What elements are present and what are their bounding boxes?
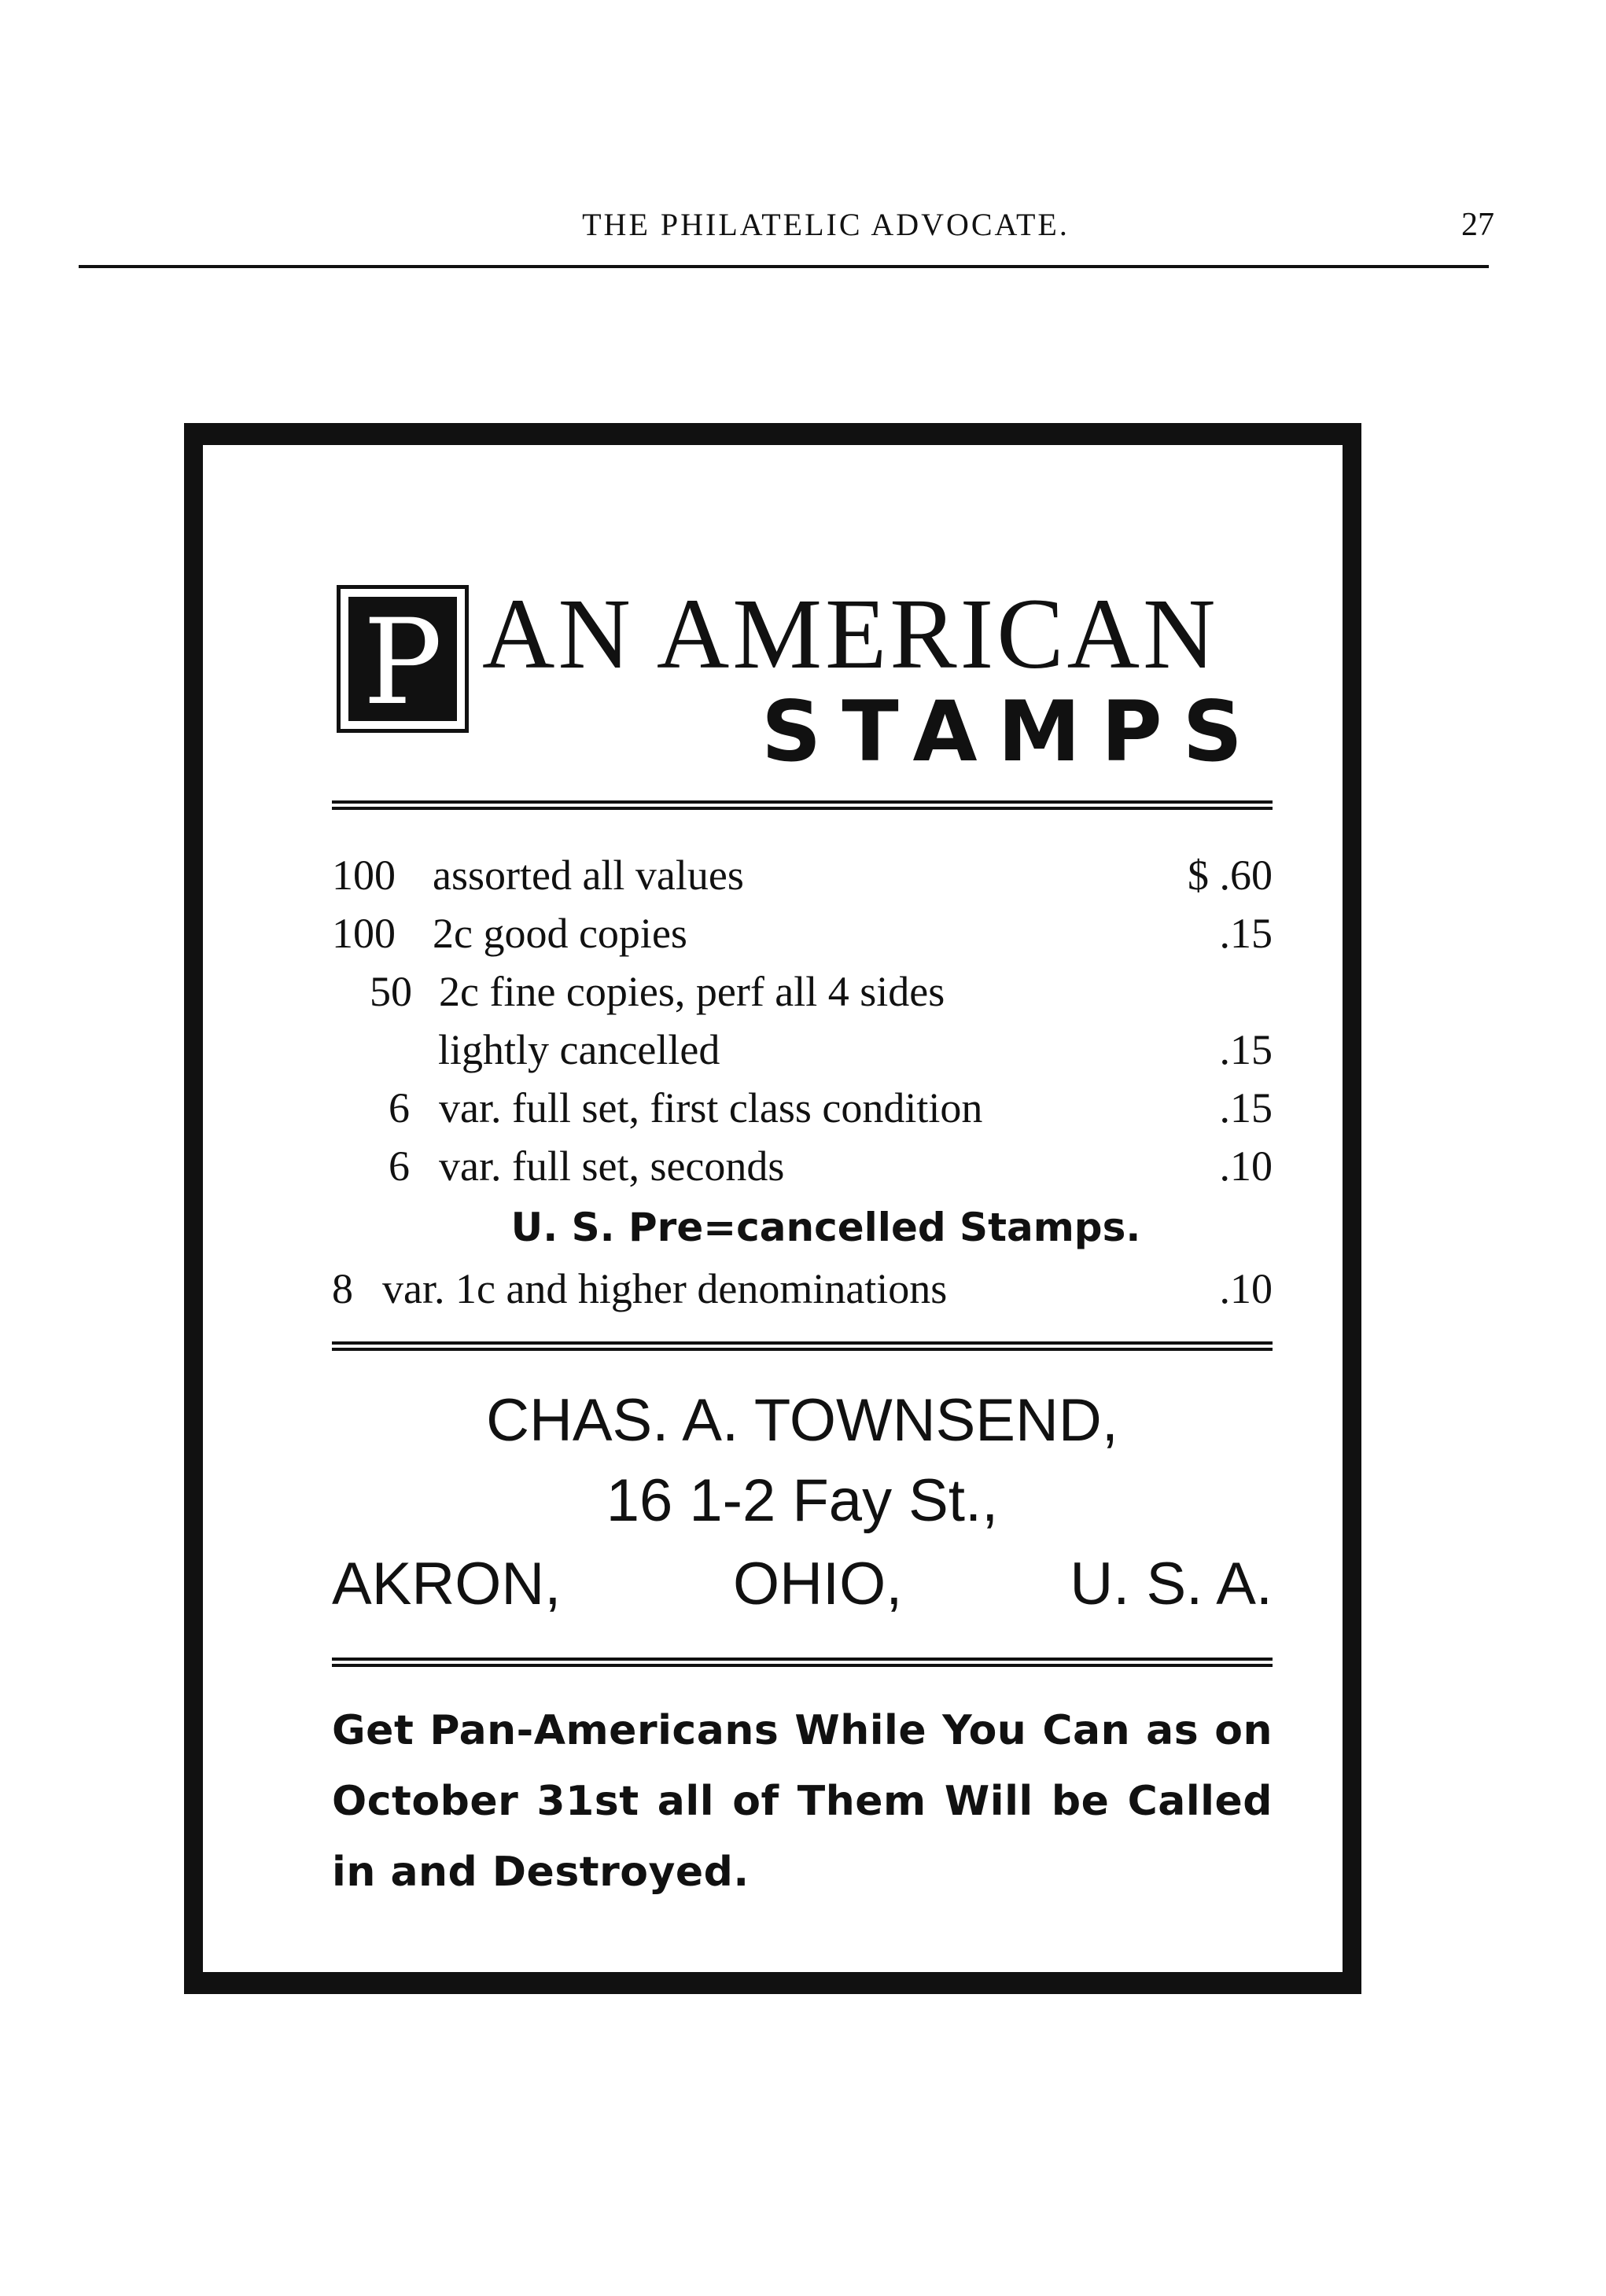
advertiser-street: 16 1-2 Fay St., bbox=[606, 1467, 999, 1534]
address-block bbox=[332, 1381, 1273, 1628]
row-quantity: 6 bbox=[389, 1142, 410, 1190]
page-number: 27 bbox=[1461, 207, 1494, 243]
dropcap-letter: P bbox=[348, 597, 457, 721]
advertiser-state: OHIO, bbox=[733, 1551, 903, 1617]
row-quantity: 100 bbox=[332, 852, 396, 899]
row-price: $ .60 bbox=[1188, 852, 1273, 899]
title-line-1: AN AMERICAN bbox=[482, 578, 1219, 690]
price-row bbox=[332, 962, 1273, 1021]
ad-title bbox=[337, 579, 1280, 783]
row-description: assorted all values bbox=[433, 852, 744, 899]
row-description: 2c good copies bbox=[433, 910, 687, 957]
header-rule bbox=[79, 265, 1489, 268]
advertiser-country: U. S. A. bbox=[1070, 1551, 1273, 1617]
price-row bbox=[332, 846, 1273, 904]
row-quantity: 8 bbox=[332, 1265, 353, 1312]
title-double-rule bbox=[332, 800, 1273, 810]
row-continuation: lightly cancelled bbox=[438, 1026, 720, 1073]
row-price: .10 bbox=[1219, 1265, 1273, 1312]
row-description: var. full set, seconds bbox=[439, 1142, 785, 1190]
price-row bbox=[332, 1079, 1273, 1137]
row-quantity: 50 bbox=[370, 968, 412, 1015]
price-row bbox=[332, 1260, 1273, 1318]
advertiser-name: CHAS. A. TOWNSEND, bbox=[486, 1387, 1118, 1454]
price-list bbox=[332, 846, 1273, 1318]
row-description: 2c fine copies, perf all 4 sides bbox=[439, 968, 945, 1015]
price-row bbox=[332, 904, 1273, 962]
running-title: THE PHILATELIC ADVOCATE. bbox=[582, 207, 1070, 242]
row-price: .15 bbox=[1219, 910, 1273, 957]
address-double-rule bbox=[332, 1658, 1273, 1667]
row-price: .15 bbox=[1219, 1084, 1273, 1131]
running-head bbox=[79, 206, 1494, 253]
advertiser-city: AKRON, bbox=[332, 1551, 562, 1617]
row-description: var. 1c and higher denominations bbox=[382, 1265, 948, 1312]
advertisement-frame bbox=[184, 423, 1361, 1994]
row-quantity: 6 bbox=[389, 1084, 410, 1131]
title-line-2: STAMPS bbox=[761, 683, 1263, 780]
row-description: var. full set, first class condition bbox=[439, 1084, 983, 1131]
row-price: .15 bbox=[1219, 1026, 1273, 1073]
precancel-heading: U. S. Pre=cancelled Stamps. bbox=[510, 1205, 1141, 1250]
advertisement-content bbox=[203, 445, 1343, 1972]
price-row-continuation bbox=[332, 1021, 1273, 1079]
list-double-rule bbox=[332, 1341, 1273, 1351]
row-quantity: 100 bbox=[332, 910, 396, 957]
advertiser-city-line bbox=[332, 1541, 1273, 1628]
row-price: .10 bbox=[1219, 1142, 1273, 1190]
notice-text: Get Pan-Americans While You Can as on October 31st all of Them Will be Called in and Destroyed. bbox=[332, 1707, 1273, 1896]
price-row bbox=[332, 1137, 1273, 1195]
